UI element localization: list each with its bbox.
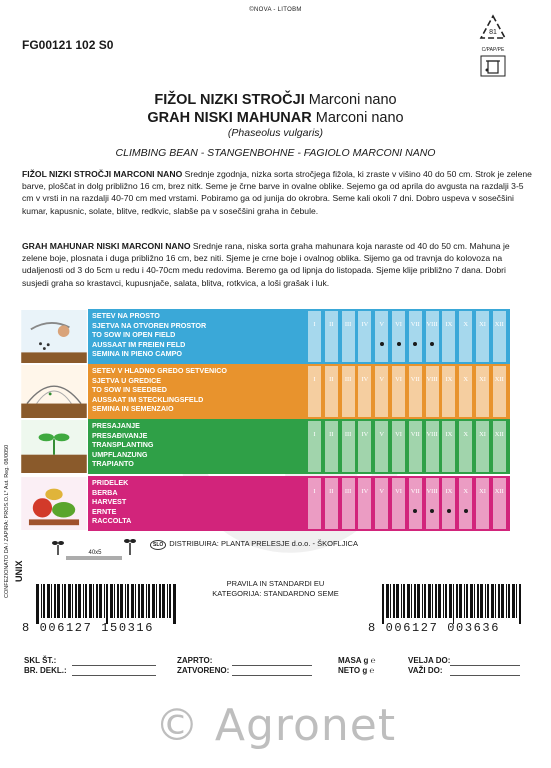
- zaprto-label: ZAPRTO:: [177, 656, 213, 665]
- month-cell: [459, 366, 472, 417]
- month-cell: [375, 478, 388, 529]
- recycle-label: C/PAP/PE: [481, 47, 505, 53]
- active-month-dot: [464, 509, 468, 513]
- month-cell: [308, 311, 321, 362]
- month-label: X: [463, 488, 469, 495]
- br-label: BR. DEKL.:: [24, 666, 67, 675]
- unix-mark: UNIX: [14, 560, 24, 582]
- month-label: XII: [494, 488, 504, 495]
- month-cell: [476, 366, 489, 417]
- sow-label-line: TO SOW IN OPEN FIELD: [92, 330, 176, 340]
- month-label: IV: [361, 321, 369, 328]
- month-label: XII: [494, 431, 504, 438]
- month-label: XI: [479, 488, 486, 495]
- month-cell: [375, 421, 388, 472]
- month-cell: [426, 478, 439, 529]
- title-slovenian: FIŽOL NIZKI STROČJI Marconi nano: [154, 92, 397, 108]
- plant-label-line: UMPFLANZUNG: [92, 449, 148, 459]
- month-label: VIII: [426, 488, 438, 495]
- month-label: V: [379, 376, 385, 383]
- plant-label-line: PRESAJANJE: [92, 421, 140, 430]
- bed-months: [308, 364, 510, 419]
- month-cell: [392, 311, 405, 362]
- velja-line: [450, 665, 520, 666]
- month-label: IV: [361, 376, 369, 383]
- velja-label: VELJA DO:: [408, 656, 451, 665]
- month-label: IX: [445, 376, 453, 383]
- month-label: XI: [479, 431, 486, 438]
- month-label: XI: [479, 321, 486, 328]
- bed-label-line: TO SOW IN SEEDBED: [92, 385, 167, 395]
- harvest-label-line: HARVEST: [92, 497, 127, 507]
- sow-label-line: SETEV NA PROSTO: [92, 311, 160, 320]
- month-cell: [459, 478, 472, 529]
- month-cell: [358, 421, 371, 472]
- month-cell: [375, 311, 388, 362]
- month-label: VIII: [426, 376, 438, 383]
- month-label: VII: [410, 431, 420, 438]
- sow-labels: [92, 311, 322, 359]
- month-label: VII: [410, 376, 420, 383]
- month-cell: [459, 421, 472, 472]
- month-label: VI: [395, 431, 402, 438]
- harvest-months: [308, 476, 510, 531]
- barcode-left: [22, 584, 202, 635]
- month-cell: [476, 478, 489, 529]
- barcode-left-bars: [36, 584, 176, 624]
- month-cell: [442, 421, 455, 472]
- distributor: SLO DISTRIBUIRA: PLANTA PRELESJE d.o.o. - ŠKOFLJICA: [150, 539, 358, 550]
- month-label: II: [329, 431, 334, 438]
- month-cell: [442, 366, 455, 417]
- barcode-right-bars: [382, 584, 522, 624]
- month-cell: [493, 366, 506, 417]
- other-languages-title: CLIMBING BEAN - STANGENBOHNE - FAGIOLO MARCONI NANO: [115, 147, 436, 159]
- month-cell: [409, 421, 422, 472]
- skl-label: SKL ŠT.:: [24, 656, 57, 665]
- month-label: VIII: [426, 321, 438, 328]
- month-label: XI: [479, 376, 486, 383]
- seedling-right-icon: [124, 539, 136, 555]
- month-label: VI: [395, 488, 402, 495]
- month-cell: [325, 421, 338, 472]
- month-label: X: [463, 431, 469, 438]
- calendar-band-plant: [20, 419, 510, 474]
- month-cell: [392, 366, 405, 417]
- sow-illustration-icon: [20, 309, 88, 364]
- month-cell: [325, 311, 338, 362]
- zatvoreno-line: [232, 675, 312, 676]
- month-cell: [325, 366, 338, 417]
- plant-label-line: PRESAĐIVANJE: [92, 430, 148, 440]
- month-cell: [358, 366, 371, 417]
- month-cell: [493, 311, 506, 362]
- month-label: I: [313, 321, 316, 328]
- zaprto-line: [232, 665, 312, 666]
- active-month-dot: [447, 509, 451, 513]
- skl-line: [72, 665, 156, 666]
- month-label: II: [329, 488, 334, 495]
- month-cell: [392, 478, 405, 529]
- month-cell: [375, 366, 388, 417]
- month-label: III: [344, 431, 352, 438]
- recycle-number: 81: [489, 29, 497, 36]
- month-label: X: [463, 321, 469, 328]
- neto-label: NETO g ℮: [338, 666, 375, 675]
- month-cell: [358, 478, 371, 529]
- month-label: III: [344, 376, 352, 383]
- month-label: II: [329, 321, 334, 328]
- month-cell: [308, 478, 321, 529]
- description-croatian: GRAH MAHUNAR NISKI MARCONI NANO Srednje rana, niska sorta graha mahunara koja naraste od 40 do 50 cm. Mahuna je zelene boje, plosnata i duga približno 16 cm, bez niti. Sjeme je crne boje i ovalnog oblika. Sijemo ga od travnja do kolovoza na udaljenosti od 3 do 5cm u redu i 40-70cm medu redovima. Beremo ga od lipnja do listopada. Sjeme klije približno 7 dana. Dobri susjedi graha so krastavci, kupusnjače, salata, blitva, rotkvica, a loši grašak i luk.: [22, 241, 510, 288]
- title-croatian: GRAH NISKI MAHUNAR Marconi nano: [147, 110, 404, 126]
- barcode-left-number: 8 006127 150316: [22, 621, 155, 635]
- month-cell: [308, 421, 321, 472]
- recycle-logo: [478, 14, 508, 78]
- barcode-right: [368, 584, 548, 635]
- month-cell: [493, 421, 506, 472]
- seedling-left-icon: [52, 541, 64, 555]
- copyright-text: ©NOVA - LITOBM: [249, 7, 302, 13]
- month-label: XII: [494, 321, 504, 328]
- side-text: CONFEZIONATO DA / ZAPIRA: PROS.O.L* Aut. Reg. 08/0050: [4, 444, 10, 598]
- br-line: [72, 675, 156, 676]
- month-label: IX: [445, 431, 453, 438]
- bed-label-line: AUSSAAT IM STECKLINGSFELD: [92, 394, 204, 404]
- bed-label-line: SETEV V HLADNO GREDO SETVENICO: [92, 366, 227, 375]
- month-cell: [358, 311, 371, 362]
- month-label: IX: [445, 321, 453, 328]
- month-label: VIII: [426, 431, 438, 438]
- bin-icon: [480, 55, 506, 77]
- harvest-illustration-icon: [20, 476, 88, 531]
- month-label: VI: [395, 376, 402, 383]
- month-label: X: [463, 376, 469, 383]
- bed-label-line: SJETVA U GREDICE: [92, 375, 162, 385]
- bed-illustration-icon: [20, 364, 88, 419]
- barcode-right-number: 8 006127 003636: [368, 621, 501, 635]
- month-cell: [426, 366, 439, 417]
- month-cell: [409, 366, 422, 417]
- plant-months: [308, 419, 510, 474]
- month-label: VII: [410, 321, 420, 328]
- spacing-label: 40x5: [88, 550, 102, 556]
- harvest-label-line: PRIDELEK: [92, 478, 129, 487]
- plant-illustration-icon: [20, 419, 88, 474]
- month-label: I: [313, 488, 316, 495]
- masa-label: MASA g ℮: [338, 656, 376, 665]
- harvest-labels: [92, 478, 322, 526]
- month-cell: [426, 311, 439, 362]
- calendar-band-sow: [20, 309, 510, 364]
- month-cell: [442, 478, 455, 529]
- harvest-label-line: BERBA: [92, 487, 118, 497]
- sow-label-line: SJETVA NA OTVOREN PROSTOR: [92, 320, 207, 330]
- month-cell: [459, 311, 472, 362]
- harvest-label-line: ERNTE: [92, 506, 117, 516]
- vazi-label: VAŽI DO:: [408, 666, 443, 675]
- product-code: FG00121 102 S0: [22, 38, 114, 52]
- bed-label-line: SEMINA IN SEMENZAIO: [92, 404, 174, 414]
- month-cell: [426, 421, 439, 472]
- month-cell: [493, 478, 506, 529]
- active-month-dot: [380, 342, 384, 346]
- zatvoreno-label: ZATVORENO:: [177, 666, 230, 675]
- spacing-diagram: [52, 533, 138, 563]
- active-month-dot: [397, 342, 401, 346]
- month-cell: [342, 311, 355, 362]
- month-label: VI: [395, 321, 402, 328]
- month-label: VII: [410, 488, 420, 495]
- month-cell: [308, 366, 321, 417]
- sow-label-line: AUSSAAT IM FREIEN FELD: [92, 339, 186, 349]
- plant-label-line: TRANSPLANTING: [92, 440, 154, 450]
- month-label: XII: [494, 376, 504, 383]
- vazi-line: [450, 675, 520, 676]
- month-cell: [342, 366, 355, 417]
- sow-label-line: SEMINA IN PIENO CAMPO: [92, 349, 182, 359]
- calendar-band-harvest: [20, 476, 510, 531]
- month-label: III: [344, 488, 352, 495]
- description-slovenian: FIŽOL NIZKI STROČJI MARCONI NANO Srednje zgodnja, nizka sorta stročjega fižola, ki zraste v višino 40 do 50 cm. Strok je zelene barve, ploščat in dolg približno 16 cm, brez nitk. Seme je črne barve in ovalne oblike. Sejemo ga od aprila do avgusta na razdalji 3-5 cm v vrsti in na razdalji 40-70 cm med vrstami. Pobiramo ga od junija do okrobra. Seme kali okoli 7 dni. Dobro uspeva v sosečšini kumar, kapusnic, solate, blitve, redkvic, slabše pa v sosečšini graha in čebule.: [22, 169, 532, 216]
- month-cell: [342, 478, 355, 529]
- calendar-band-bed: [20, 364, 510, 419]
- month-cell: [409, 478, 422, 529]
- rules-line2: KATEGORIJA: STANDARDNO SEME: [212, 589, 339, 598]
- month-cell: [476, 421, 489, 472]
- month-cell: [392, 421, 405, 472]
- plant-labels: [92, 421, 322, 469]
- month-label: IV: [361, 431, 369, 438]
- rules-line1: PRAVILA IN STANDARDI EU: [226, 579, 325, 588]
- plant-label-line: TRAPIANTO: [92, 459, 134, 469]
- month-cell: [325, 478, 338, 529]
- month-cell: [409, 311, 422, 362]
- watermark-text: © Agronet: [154, 700, 397, 751]
- month-cell: [442, 311, 455, 362]
- month-label: I: [313, 376, 316, 383]
- latin-name: (Phaseolus vulgaris): [227, 127, 324, 139]
- harvest-label-line: RACCOLTA: [92, 516, 132, 526]
- month-label: V: [379, 431, 385, 438]
- month-cell: [476, 311, 489, 362]
- month-label: I: [313, 431, 316, 438]
- month-label: II: [329, 376, 334, 383]
- recycle-icon: [478, 14, 508, 42]
- month-cell: [342, 421, 355, 472]
- month-label: III: [344, 321, 352, 328]
- month-label: IX: [445, 488, 453, 495]
- sow-months: [308, 309, 510, 364]
- month-label: V: [379, 321, 385, 328]
- bed-labels: [92, 366, 322, 414]
- month-label: IV: [361, 488, 369, 495]
- month-label: V: [379, 488, 385, 495]
- country-badge: SLO: [150, 540, 166, 550]
